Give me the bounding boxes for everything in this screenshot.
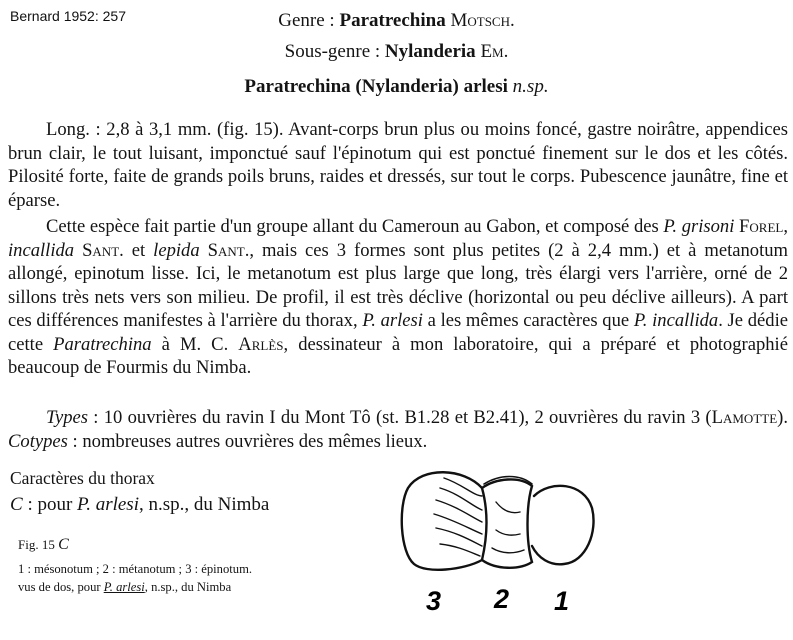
p2-author: Forel [734,216,784,237]
p3-text: : nombreuses autres ouvrières des mêmes lieux. [67,430,428,452]
genre-label: Genre : [278,10,340,31]
p2-author: Sant. [199,239,250,261]
species-epithet: arlesi [463,76,508,97]
caption-c-species: P. arlesi [77,494,139,515]
p2-italic: P. incallida [633,310,719,331]
p3-text: ). [777,407,788,428]
caption-title: Caractères du thorax [10,468,155,488]
p2-text: , [783,216,788,237]
p2-dedicatee: Arlès [238,333,284,355]
figure-desc-text: vus de dos, pour [18,580,104,594]
species-subgenus: (Nylanderia) [355,76,459,97]
species-title [0,76,793,98]
types-paragraph [8,406,788,453]
epinotum-number: 3 [426,586,442,616]
caption-c-text: : pour [22,494,78,515]
p2-italic: incallida [8,239,75,261]
epinotum-hatching [434,478,482,556]
mesonotum-outline [532,486,594,564]
figure-label [18,536,69,554]
subgenre-author: Em. [480,41,509,62]
figure-description [18,560,252,596]
thorax-drawing [400,462,600,622]
figure-desc-text: , n.sp., du Nimba [144,580,232,594]
p2-text: à M. C. [151,333,239,355]
citation: Bernard 1952: 257 [10,8,126,24]
metanotum-furrows [492,502,524,553]
subgenre-name: Nylanderia [384,41,476,62]
figure-desc-line [18,578,252,596]
p2-italic: P. grisoni [663,216,735,237]
p2-text: . Je dédie cette [8,310,788,355]
genre-author: Motsch. [450,10,515,31]
genre-heading [0,10,793,32]
p2-text: a les mêmes caractères que [422,310,634,331]
epinotum-outline [402,472,482,570]
p2-author: Sant. [74,239,124,261]
subgenre-heading [0,41,793,63]
caption-c-line [10,494,269,516]
species-genus: Paratrechina [244,76,351,97]
types-label: Types [46,407,88,428]
caption-c-text: , n.sp., du Nimba [138,494,270,515]
mesonotum-number: 1 [554,586,570,616]
p2-text: Cette espèce fait partie d'un groupe allant du Cameroun au Gabon, et composé des [46,216,664,237]
p2-text: et [123,239,154,261]
genre-name: Paratrechina [339,10,446,31]
figure-letter: C [58,536,69,553]
comparison-paragraph [8,215,788,380]
p2-text: , mais ces 3 formes sont plus petites (2 à 2,4 mm.) et à metanotum allongé, epinotum lisse. Ici, le metanotum est plus large que long, très élargi vers l'arrière, orné de 2 sillons très nets vers son milieu. De profil, il est très déclive (horizontal ou peu déclive ailleurs). A part ces différences manifestes à l'arrière du thorax, [8,239,789,331]
p2-italic: lepida [153,239,200,261]
p2-text: , dessinateur à mon laboratoire, qui a préparé et photographié beaucoup de Fourmis du Nimba. [8,333,788,378]
subgenre-label: Sous-genre : [284,41,385,62]
p2-italic: P. arlesi [362,310,423,331]
metanotum-outline [482,479,532,567]
p2-italic: Paratrechina [53,333,152,355]
figure-number: Fig. 15 [18,537,59,552]
species-note: n.sp. [512,76,549,97]
p3-text: : 10 ouvrières du ravin I du Mont Tô (st. B1.28 et B2.41), 2 ouvrières du ravin 3 ( [88,407,712,428]
caption-c-letter: C [10,494,23,515]
description-paragraph: Long. : 2,8 à 3,1 mm. (fig. 15). Avant-corps brun plus ou moins foncé, gastre noirâtre, appendices brun clair, le tout luisant, imponctué sauf l'épinotum qui est ponctué finement sur le dos et les côtés. Pilosité forte, faite de grands poils bruns, raides et dressés, sur tout le corps. Pubescence jaunâtre, fine et éparse. [8,119,788,211]
figure-desc-line: 1 : mésonotum ; 2 : métanotum ; 3 : épinotum. [18,562,253,576]
cotypes-label: Cotypes [8,430,68,452]
metanotum-number: 2 [494,584,510,614]
p3-collector: Lamotte [711,407,778,428]
figure-desc-species: P. arlesi [103,580,145,594]
